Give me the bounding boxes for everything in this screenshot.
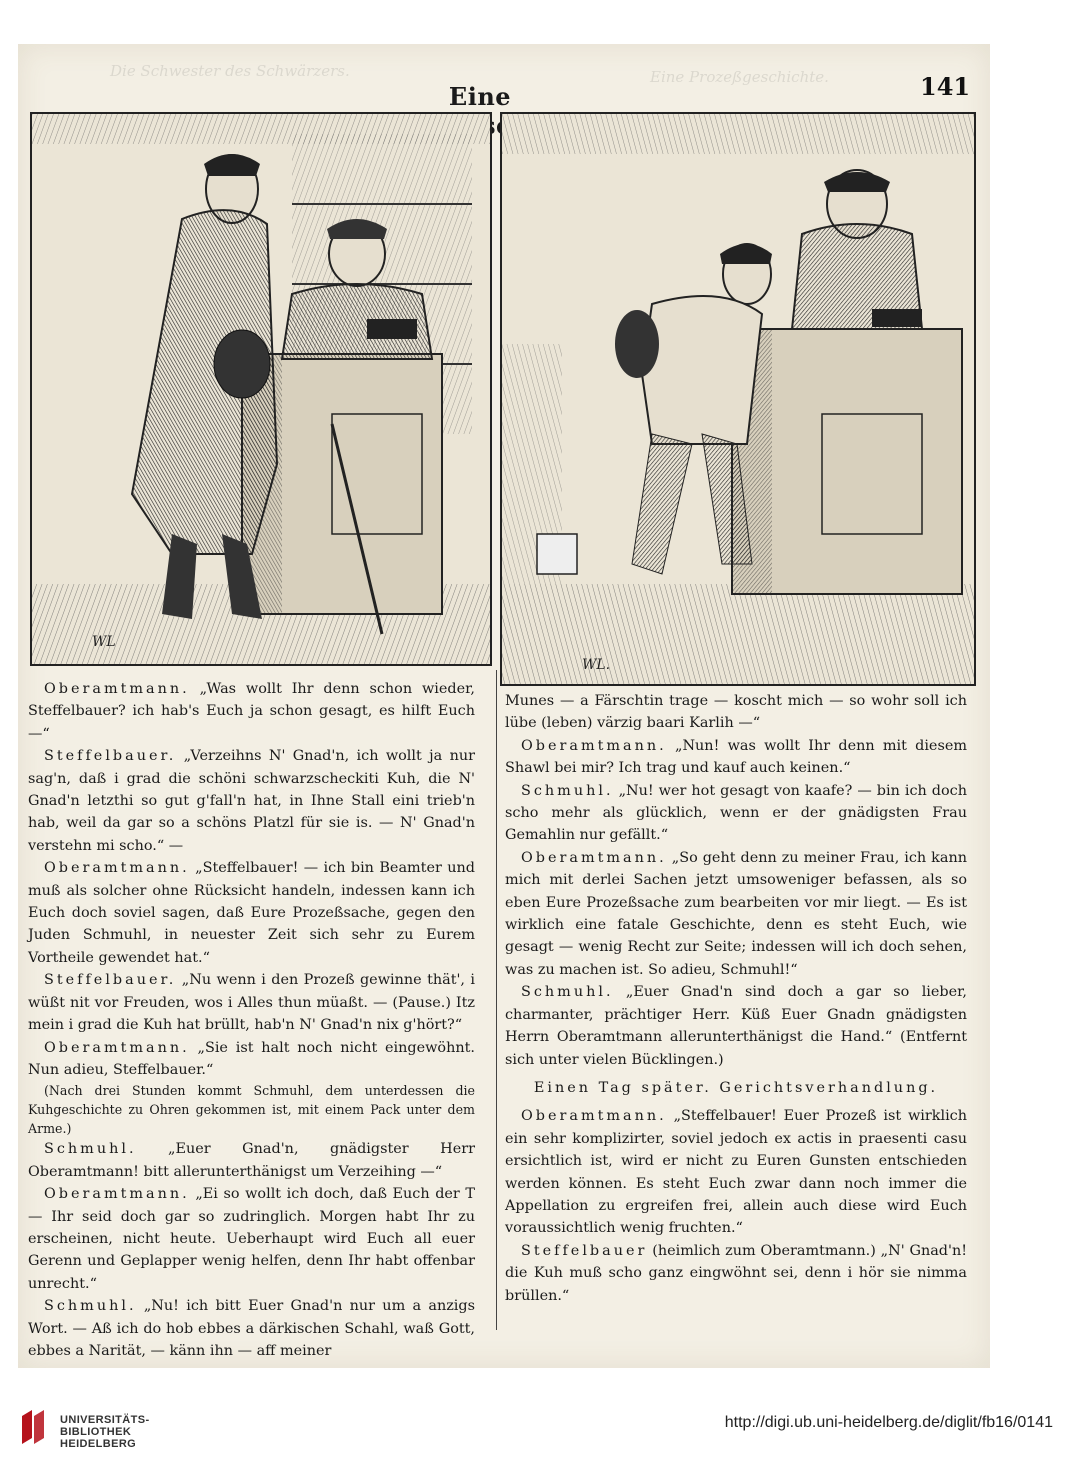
source-url-link[interactable]: http://digi.ub.uni-heidelberg.de/diglit/fb16/0141 xyxy=(724,1414,1053,1431)
page-number: 141 xyxy=(920,72,971,101)
library-name: UNIVERSITÄTS- BIBLIOTHEK HEIDELBERG xyxy=(60,1414,150,1450)
dialogue-paragraph: Steffelbauer. „Nu wenn i den Prozeß gewinne thät', i wüßt nit vor Freuden, wos i Alles thun müaßt. — (Pause.) Itz mein i grad die Kuh hat brüllt, hab'n N' Gnad'n nix g'hört?“ xyxy=(28,972,476,1034)
page-title: Eine xyxy=(448,82,512,111)
dialogue-paragraph: Oberamtmann. „Steffelbauer! — ich bin Beamter und muß als solcher ohne Rücksicht handeln, indessen kann ich Euch doch soviel sagen, daß Eure Prozeßsache, gegen den Juden Schmuhl, in neuester Zeit sich sehr zu Eurem Vortheile gewendet hat.“ xyxy=(28,860,475,966)
dialogue-paragraph: Steffelbauer (heimlich zum Oberamtmann.) „N' Gnad'n! die Kuh muß scho ganz eingwöhnt sei, denn i hör sie nimma brüllen.“ xyxy=(505,1242,968,1304)
right-column xyxy=(505,690,967,1307)
illustration-signature: WL. xyxy=(582,657,611,673)
dialogue-paragraph: Munes — a Färschtin trage — koscht mich — so wohr soll ich lübe (leben) värzig baari Karlih —“ xyxy=(505,693,967,732)
stage-direction: (Nach drei Stunden kommt Schmuhl, dem unterdessen die Kuhgeschichte zu Ohren gekommen ist, mit einem Pack unter dem Arme.) xyxy=(28,1083,475,1137)
library-logo-icon xyxy=(18,1408,48,1448)
dialogue-paragraph: Oberamtmann. „Was wollt Ihr denn schon wieder, Steffelbauer? ich hab's Euch ja schon gesagt, es hilft Euch —“ xyxy=(28,681,475,742)
bleed-through-text: Die Schwester des Schwärzers. xyxy=(110,62,350,80)
illustration-right xyxy=(500,112,976,686)
dialogue-paragraph: Schmuhl. „Nu! wer hot gesagt von kaafe? — bin ich doch scho mehr als glücklich, wenn er der gnädigsten Frau Gemahlin nur gefällt.“ xyxy=(505,782,967,844)
illustration-left xyxy=(30,112,492,666)
left-column xyxy=(28,678,475,1362)
column-divider xyxy=(496,670,497,1330)
dialogue-paragraph: Oberamtmann. „Sie ist halt noch nicht eingewöhnt. Nun adieu, Steffelbauer.“ xyxy=(28,1039,475,1078)
illustration-signature: WL xyxy=(92,634,116,650)
scene-heading: Einen Tag später. Gerichtsverhandlung. xyxy=(533,1079,939,1096)
dialogue-paragraph: Oberamtmann. „So geht denn zu meiner Frau, ich kann mich mit derlei Sachen jetzt umsoweniger befassen, als so eben Eure Prozeßsache zum bearbeiten vor mir liegt. — Es ist wirklich eine fatale Geschichte, denn es steht Euch, wie gesagt — wenig Recht zur Seite; indessen will ich doch sehen, was zu machen ist. So adieu, Schmuhl!“ xyxy=(505,849,968,978)
dialogue-paragraph: Oberamtmann. „Steffelbauer! Euer Prozeß ist wirklich ein sehr komplizirter, soviel jedoch ex actis in praesenti casu ersichtlich ist, wird er nicht zu Euren Gunsten entschieden werden können. Es steht Euch zwar dann noch immer die Appellation zu ergreifen frei, allein auch diese wird Euch voraussichtlich wenig fruchten.“ xyxy=(505,1108,967,1237)
dialogue-paragraph: Oberamtmann. „Ei so wollt ich doch, daß Euch der T — Ihr seid doch gar so zudringlich. Morgen habt Ihr zu erscheinen, nicht heute. Ueberhaupt wird Euch all euer Gerenn und Geplapper wenig helfen, denn Ihr habt offenbar unrecht.“ xyxy=(28,1186,475,1292)
dialogue-paragraph: Steffelbauer. „Verzeihns N' Gnad'n, ich wollt ja nur sag'n, daß i grad die schöni schwarzscheckiti Kuh, die N' Gnad'n letzthi so gut g'fall'n hat, in Ihne Stall eini trieb'n hab, weil da gar so a schöns Platzl für sie is. — N' Gnad'n verstehn mi scho.“ — xyxy=(28,748,475,854)
dialogue-paragraph: Oberamtmann. „Nun! was wollt Ihr denn mit diesem Shawl bei mir? Ich trag und kauf auch keinen.“ xyxy=(505,737,967,777)
bleed-through-text: Eine Prozeßgeschichte. xyxy=(650,68,829,86)
dialogue-paragraph: Schmuhl. „Nu! ich bitt Euer Gnad'n nur um a anzigs Wort. — Aß ich do hob ebbes a därkischen Schahl, waß Gott, ebbes a Narität, — känn ihn — aff meiner xyxy=(28,1298,476,1359)
dialogue-paragraph: Schmuhl. „Euer Gnad'n, gnädigster Herr Oberamtmann! bitt allerunterthänigst um Verzeihing —“ xyxy=(28,1141,475,1180)
dialogue-paragraph: Schmuhl. „Euer Gnad'n sind doch a gar so lieber, charmanter, prächtiger Herr. Küß Euer Gnadn gnädigsten Herrn Oberamtmann allerunterthänigst die Hand.“ (Entfernt sich unter vielen Bücklingen.) xyxy=(505,984,968,1068)
